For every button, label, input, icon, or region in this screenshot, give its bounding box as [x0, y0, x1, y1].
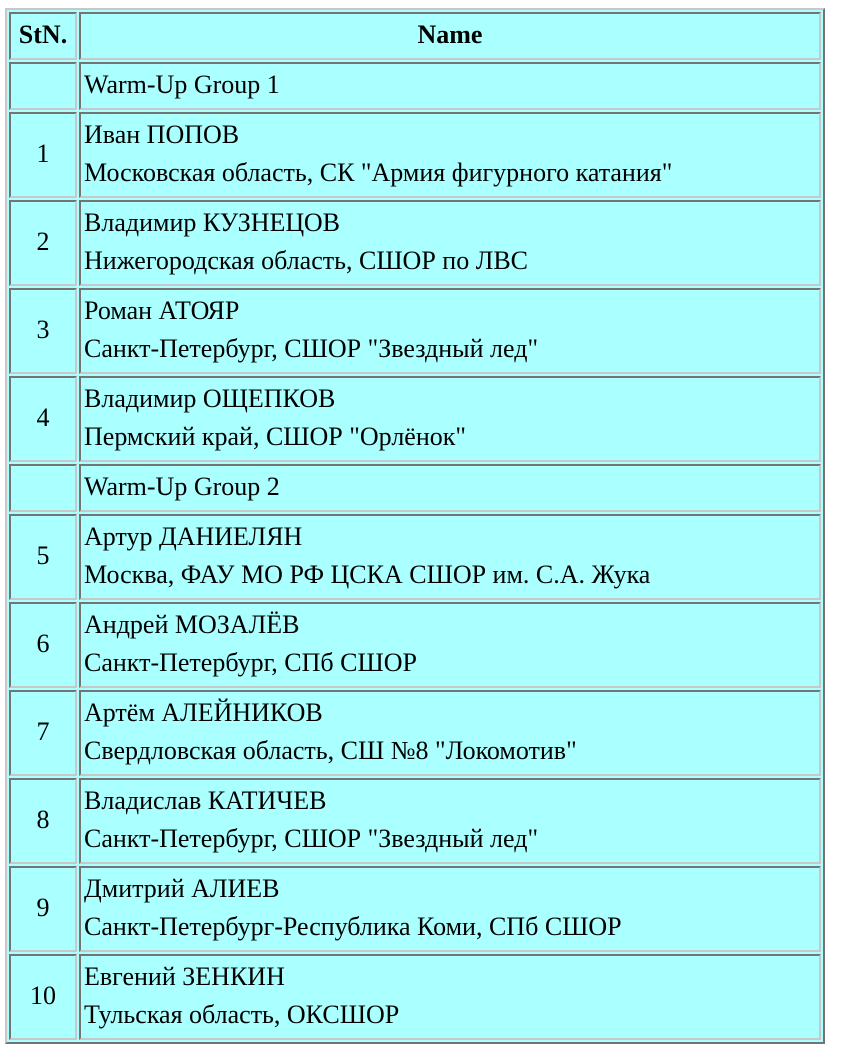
table-row	[9, 376, 821, 462]
skater-club: Санкт-Петербург, СШОР "Звездный лед"	[84, 824, 539, 853]
skater-name: Артём АЛЕЙНИКОВ	[84, 698, 323, 727]
skater-name: Артур ДАНИЕЛЯН	[84, 522, 303, 551]
skater-name: Владимир ОЩЕПКОВ	[84, 384, 336, 413]
table-row	[9, 602, 821, 688]
start-number: 2	[9, 200, 77, 286]
table-row	[9, 690, 821, 776]
table-row	[9, 200, 821, 286]
warmup-group-label: Warm-Up Group 1	[79, 62, 821, 110]
name-column-header: Name	[79, 12, 821, 60]
start-number: 10	[9, 954, 77, 1040]
skater-cell	[79, 866, 821, 952]
table-header-row	[9, 12, 821, 60]
skater-cell	[79, 376, 821, 462]
start-number: 3	[9, 288, 77, 374]
skater-club: Москва, ФАУ МО РФ ЦСКА СШОР им. С.А. Жука	[84, 560, 651, 589]
start-number: 4	[9, 376, 77, 462]
skater-cell	[79, 690, 821, 776]
warmup-group-row	[9, 62, 821, 110]
skater-name: Роман АТОЯР	[84, 296, 240, 325]
table-row	[9, 112, 821, 198]
start-number: 6	[9, 602, 77, 688]
table-row	[9, 866, 821, 952]
skater-cell	[79, 514, 821, 600]
skater-club: Московская область, СК "Армия фигурного катания"	[84, 158, 673, 187]
skater-name: Владимир КУЗНЕЦОВ	[84, 208, 340, 237]
start-number: 1	[9, 112, 77, 198]
start-number: 5	[9, 514, 77, 600]
skater-club: Нижегородская область, СШОР по ЛВС	[84, 246, 529, 275]
skater-club: Свердловская область, СШ №8 "Локомотив"	[84, 736, 577, 765]
skater-club: Санкт-Петербург-Республика Коми, СПб СШОР	[84, 912, 622, 941]
table-row	[9, 778, 821, 864]
skater-club: Тульская область, ОКСШОР	[84, 1000, 400, 1029]
stn-cell	[9, 62, 77, 110]
skater-cell	[79, 778, 821, 864]
skater-club: Санкт-Петербург, СШОР "Звездный лед"	[84, 334, 539, 363]
starting-order-table	[5, 8, 825, 1044]
skater-name: Владислав КАТИЧЕВ	[84, 786, 327, 815]
table-row	[9, 288, 821, 374]
table-row	[9, 954, 821, 1040]
warmup-group-row	[9, 464, 821, 512]
skater-cell	[79, 200, 821, 286]
skater-cell	[79, 954, 821, 1040]
skater-name: Дмитрий АЛИЕВ	[84, 874, 280, 903]
start-number: 9	[9, 866, 77, 952]
warmup-group-label: Warm-Up Group 2	[79, 464, 821, 512]
skater-name: Андрей МОЗАЛЁВ	[84, 610, 300, 639]
skater-cell	[79, 602, 821, 688]
stn-column-header: StN.	[9, 12, 77, 60]
skater-name: Евгений ЗЕНКИН	[84, 962, 285, 991]
skater-club: Пермский край, СШОР "Орлёнок"	[84, 422, 466, 451]
skater-name: Иван ПОПОВ	[84, 120, 240, 149]
start-number: 8	[9, 778, 77, 864]
skater-club: Санкт-Петербург, СПб СШОР	[84, 648, 417, 677]
table-row	[9, 514, 821, 600]
skater-cell	[79, 288, 821, 374]
stn-cell	[9, 464, 77, 512]
skater-cell	[79, 112, 821, 198]
start-number: 7	[9, 690, 77, 776]
starting-order-container	[5, 8, 825, 1044]
